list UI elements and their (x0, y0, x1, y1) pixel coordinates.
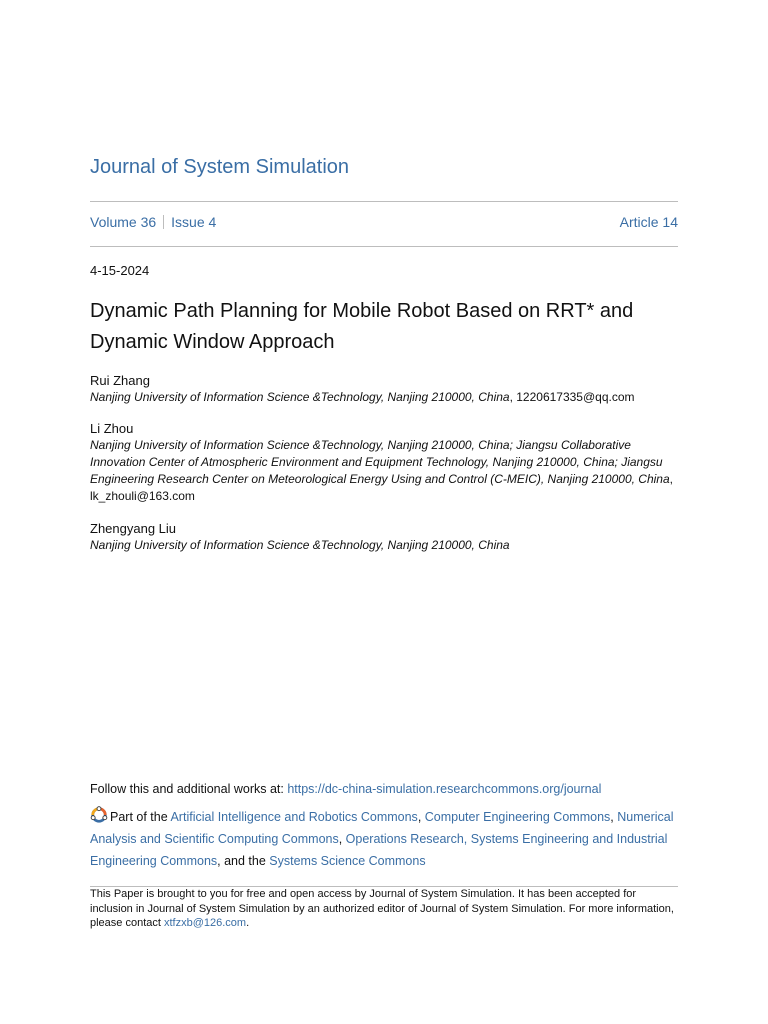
article-title: Dynamic Path Planning for Mobile Robot Based on RRT* and Dynamic Window Approach (90, 300, 634, 353)
author-entry (90, 520, 678, 554)
volume-link[interactable]: Volume 36 (90, 214, 157, 230)
commons-link-computer-engineering[interactable]: Computer Engineering Commons (424, 810, 611, 824)
commons-separator: , (610, 810, 618, 824)
journal-url-link[interactable]: https://dc-china-simulation.researchcommons.org/journal (287, 782, 602, 796)
affiliation-text: Nanjing University of Information Science &Technology, Nanjing 210000, China (90, 538, 510, 552)
author-email: , 1220617335@qq.com (509, 390, 635, 404)
commons-separator: , (338, 832, 346, 846)
commons-link-operations-research[interactable]: Operations Research, Systems Engineering and Industrial Engineering Commons (90, 832, 668, 868)
commons-link-systems-science[interactable]: Systems Science Commons (269, 854, 426, 868)
affiliation-text: Nanjing University of Information Science &Technology, Nanjing 210000, China; Jiangsu Collaborative Innovation Center of Atmospheric Environment and Equipment Technology, Nanjing 210000, China; Jiangsu Engineering Research Center on Meteorological Energy Using and Control (C-MEIC), Nanjing 210000, China (90, 438, 670, 486)
commons-network-icon (90, 806, 108, 824)
part-of-prefix: Part of the (110, 810, 171, 824)
journal-title-link[interactable]: Journal of System Simulation (90, 156, 350, 178)
part-of-commons (90, 806, 680, 872)
commons-separator: , (417, 810, 425, 824)
commons-link-numerical-analysis[interactable]: Numerical Analysis and Scientific Computing Commons (90, 810, 674, 846)
commons-link-ai-robotics[interactable]: Artificial Intelligence and Robotics Commons (170, 810, 418, 824)
author-name: Rui Zhang (90, 373, 150, 388)
issue-separator (163, 215, 164, 229)
article-link[interactable]: Article 14 (619, 214, 678, 230)
access-notice-end: . (246, 917, 250, 929)
access-notice-text: This Paper is brought to you for free and open access by Journal of System Simulation. It has been accepted for inclusion in Journal of System Simulation by an authorized editor of Journal of System Simulation. For more information, please contact (90, 888, 674, 929)
author-email: , lk_zhouli@163.com (90, 472, 673, 503)
author-affiliation (90, 437, 678, 505)
contact-email-link[interactable]: xtfzxb@126.com (164, 917, 247, 929)
author-name: Li Zhou (90, 421, 134, 436)
issue-bar (90, 214, 678, 230)
follow-line (90, 782, 601, 796)
author-entry (90, 420, 678, 505)
access-notice (90, 887, 678, 931)
author-affiliation (90, 537, 678, 554)
publication-date: 4-15-2024 (90, 263, 150, 278)
header-divider-top (90, 201, 678, 202)
author-entry (90, 372, 678, 406)
author-name: Zhengyang Liu (90, 521, 177, 536)
author-affiliation (90, 389, 678, 406)
follow-label: Follow this and additional works at: (90, 782, 288, 796)
affiliation-text: Nanjing University of Information Science &Technology, Nanjing 210000, China (90, 390, 510, 404)
header-divider-bottom (90, 246, 678, 247)
commons-and-the: , and the (217, 854, 270, 868)
issue-link[interactable]: Issue 4 (171, 214, 217, 230)
